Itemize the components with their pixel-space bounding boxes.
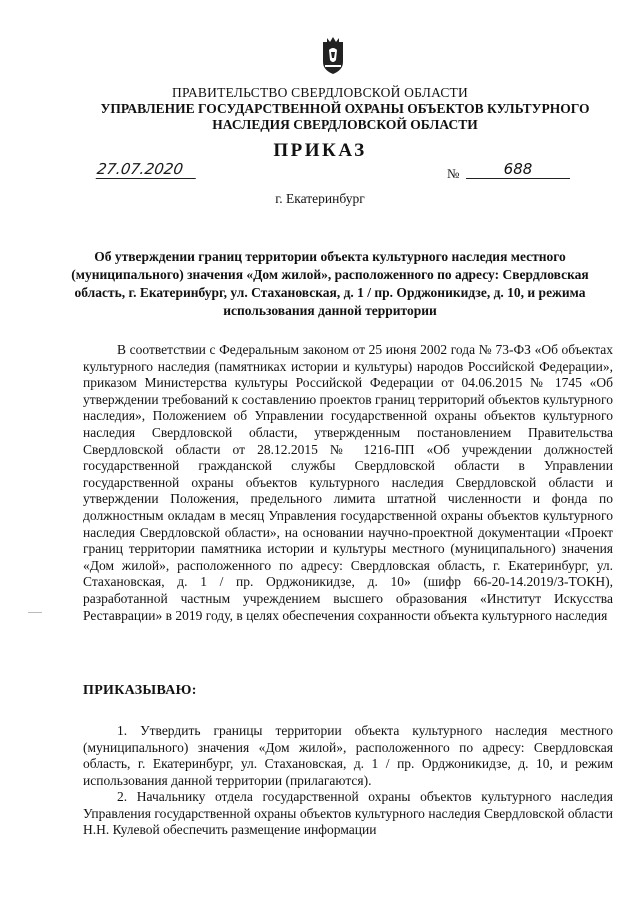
government-name: ПРАВИТЕЛЬСТВО СВЕРДЛОВСКОЙ ОБЛАСТИ <box>172 85 468 100</box>
preamble-paragraph: В соответствии с Федеральным законом от 25 июня 2002 года № 73-ФЗ «Об объектах культурного наследия (памятниках истории и культуры) народов Российской Федерации», приказом Министерства культуры Российской Федерации от 04.06.2015 № 1745 «Об утверждении требований к составлению проектов границ территорий объектов культурного наследия», Положением об Управлении государственной охраны объектов культурного наследия Свердловской области, утвержденным постановлением Правительства Свердловской области от 28.12.2015 № 1216-ПП «Об учреждении должностей государственной гражданской службы Свердловской области в Управлении государственной охраны объектов культурного наследия Свердловской области и утверждении Положения, предельного лимита штатной численности и фонда по должностным окладам в месяц Управления государственной охраны объектов культурного наследия Свердловской области», на основании научно-проектной документации «Проект границ территории памятника истории и культуры местного (муниципального) значения «Дом жилой», расположенного по адресу: Свердловская область, г. Екатеринбург, ул. Стахановская, д. 1 / пр. Орджоникидзе, д. 10» (шифр 66-20-14.2019/З-ТОКН), разработанной частным учреждением высшего образования «Институт Искусства Реставрации» в 2019 году, в целях обеспечения сохранности объекта культурного наследия <box>83 342 613 623</box>
number-label: № <box>447 166 460 181</box>
order-date: 27.07.2020 <box>96 160 199 179</box>
coat-of-arms-icon <box>317 34 349 76</box>
order-heading: ПРИКАЗЫВАЮ: <box>83 683 197 698</box>
order-number: 688 <box>466 160 570 179</box>
order-subject: Об утверждении границ территории объекта культурного наследия местного (муниципального) значения «Дом жилой», расположенного по адресу: Свердловская область, г. Екатеринбург, ул. Стахановская, д. 1 / пр. Орджоникидзе, д. 10, и режима использования данной территории <box>71 249 589 318</box>
margin-mark <box>28 612 42 613</box>
department-name: УПРАВЛЕНИЕ ГОСУДАРСТВЕННОЙ ОХРАНЫ ОБЪЕКТОВ КУЛЬТУРНОГО НАСЛЕДИЯ СВЕРДЛОВСКОЙ ОБЛАСТИ <box>100 101 590 132</box>
order-item-2: 2. Начальнику отдела государственной охраны объектов культурного наследия Управления государственной охраны объектов культурного наследия Свердловской области Н.Н. Кулевой обеспечить размещение информации <box>83 789 613 838</box>
document-type: ПРИКАЗ <box>273 140 367 161</box>
city: г. Екатеринбург <box>275 191 365 206</box>
order-item-1: 1. Утвердить границы территории объекта культурного наследия местного (муниципального) значения «Дом жилой», расположенного по адресу: Свердловская область, г. Екатеринбург, ул. Стахановская, д. 1 / пр. Орджоникидзе, д. 10, и режим использования данной территории (прилагаются). <box>83 723 613 788</box>
